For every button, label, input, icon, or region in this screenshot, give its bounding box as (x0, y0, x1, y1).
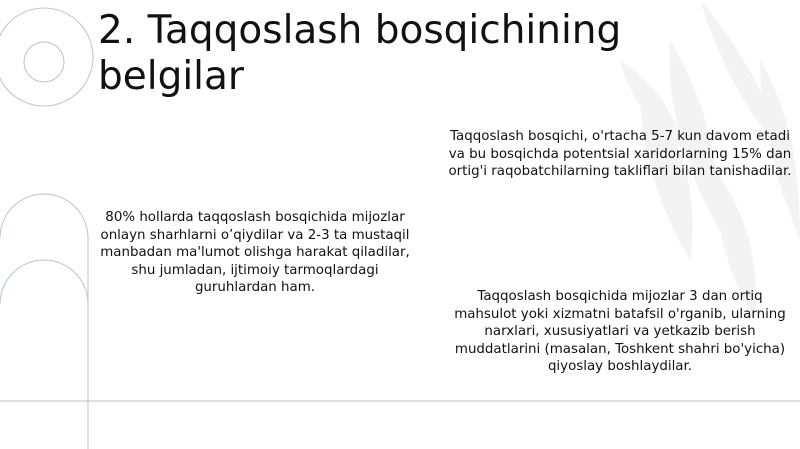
outline-circle-large (0, 8, 93, 106)
right-top-paragraph: Taqqoslash bosqichi, o'rtacha 5-7 kun davom etadi va bu bosqichda potentsial xaridorlarning 15% dan ortig'i raqobatchilarning takliflari bilan tanishadilar. (448, 129, 792, 179)
outline-circle-small (24, 42, 64, 82)
outline-arch-shape (0, 194, 88, 449)
left-paragraph: 80% hollarda taqqoslash bosqichida mijozlar onlayn sharhlarni o’qiydilar va 2-3 ta mustaqil manbadan ma'lumot olishga harakat qiladilar, shu jumladan, ijtimoiy tarmoqlardagi guruhlardan ham. (100, 210, 410, 295)
right-bottom-paragraph: Taqqoslash bosqichida mijozlar 3 dan ortiq mahsulot yoki xizmatni batafsil o'rganib, ularning narxlari, xususiyatlari va yetkazib berish muddatlarini (masalan, Toshkent shahri bo'yicha) qiyoslay boshlaydilar. (454, 289, 786, 374)
slide-title: 2. Taqqoslash bosqichining belgilar (98, 8, 622, 99)
outline-arch-inner (0, 260, 88, 304)
